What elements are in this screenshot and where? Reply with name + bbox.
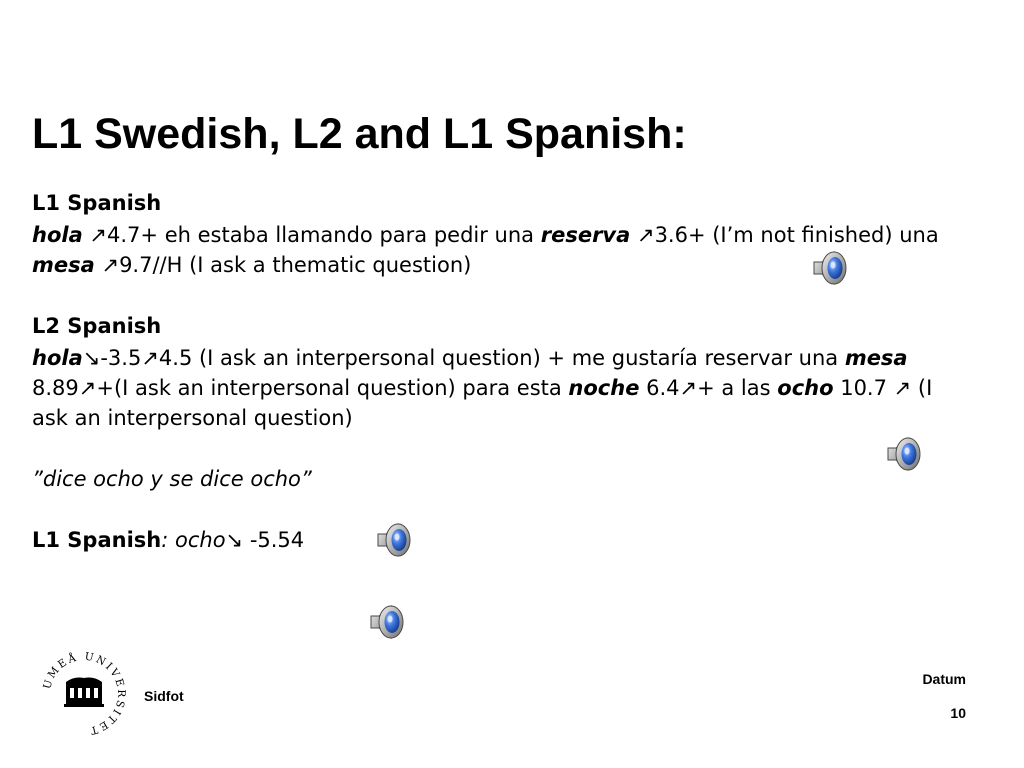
section-text-l1-spanish-ocho bbox=[32, 525, 972, 555]
footer-left-text: Sidfot bbox=[144, 688, 184, 704]
word-ocho: ocho bbox=[777, 376, 834, 400]
spacer bbox=[32, 494, 972, 525]
text-segment: ↘-3.5↗4.5 (I ask an interpersonal question) + me gustaría reservar una bbox=[82, 346, 845, 370]
page-number: 10 bbox=[950, 705, 966, 721]
speaker-icon[interactable] bbox=[810, 248, 850, 288]
slide-title: L1 Swedish, L2 and L1 Spanish: bbox=[32, 110, 687, 158]
text-segment: ↗4.7+ eh estaba llamando para pedir una bbox=[82, 223, 541, 247]
word-mesa: mesa bbox=[844, 346, 908, 370]
word-noche: noche bbox=[568, 376, 640, 400]
text-segment: 8.89↗+(I ask an interpersonal question) para esta bbox=[32, 376, 569, 400]
spacer bbox=[32, 433, 972, 464]
text-segment: 6.4↗+ a las bbox=[639, 376, 778, 400]
umea-university-logo bbox=[38, 648, 130, 740]
section-heading-l1-spanish: L1 Spanish bbox=[32, 191, 162, 215]
text-segment: ↗9.7//H (I ask a thematic question) bbox=[94, 253, 472, 277]
slide-body bbox=[32, 188, 972, 555]
text-segment: ↘ -5.54 bbox=[225, 528, 305, 552]
section-text-l2-spanish bbox=[32, 343, 972, 433]
label-l1-spanish: L1 Spanish bbox=[32, 528, 162, 552]
footer-date: Datum bbox=[922, 671, 966, 687]
word-reserva: reserva bbox=[540, 223, 631, 247]
section-heading-l2-spanish: L2 Spanish bbox=[32, 314, 162, 338]
speaker-icon[interactable] bbox=[884, 434, 924, 474]
text-segment: 10.7 ↗ (I ask an interpersonal question) bbox=[32, 376, 933, 430]
word-hola: hola bbox=[32, 223, 83, 247]
text-segment: ↗3.6+ (I’m not finished) una bbox=[630, 223, 939, 247]
word-ocho: : ocho bbox=[161, 528, 226, 552]
speaker-icon[interactable] bbox=[367, 602, 407, 642]
quote-text: ”dice ocho y se dice ocho” bbox=[32, 467, 312, 491]
word-hola: hola bbox=[32, 346, 83, 370]
svg-text:UMEÅ UNIVERSITET: UMEÅ UNIVERSITET bbox=[41, 650, 128, 737]
word-mesa: mesa bbox=[32, 253, 95, 277]
speaker-icon[interactable] bbox=[374, 520, 414, 560]
